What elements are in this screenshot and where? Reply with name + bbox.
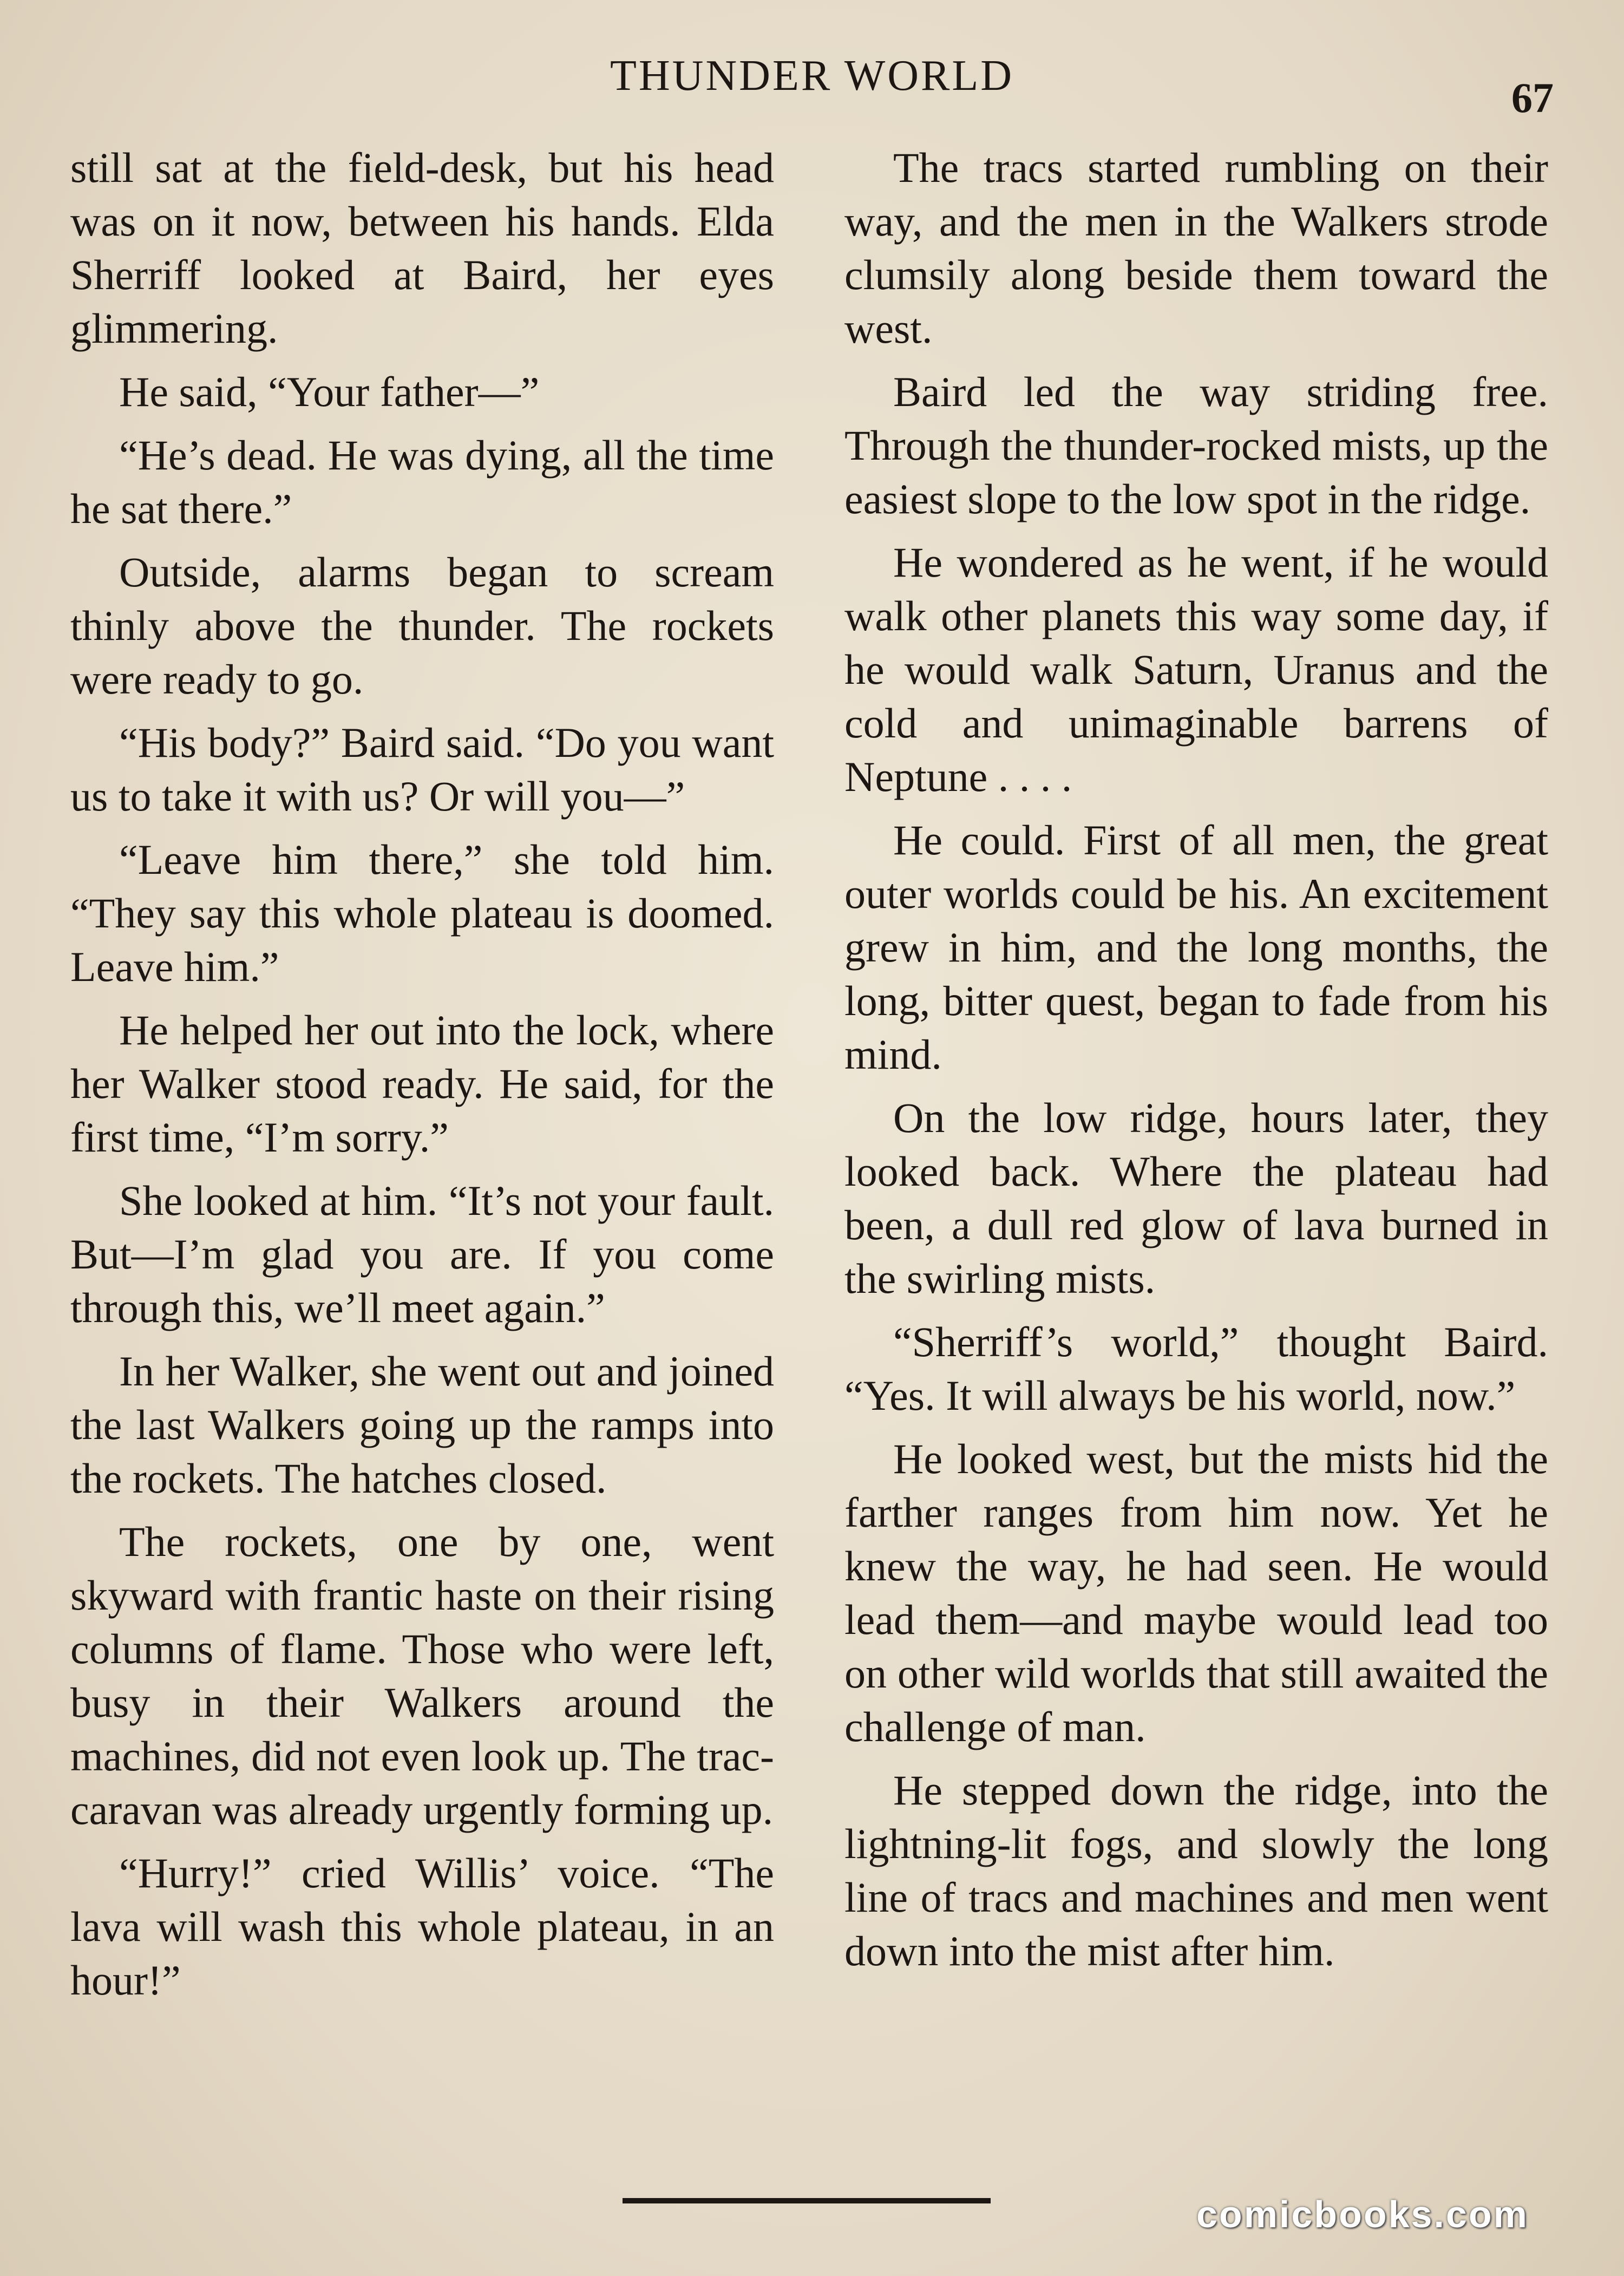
paragraph: He wondered as he went, if he would walk other planets this way some day, if he would walk Saturn, Uranus and the cold and unimaginable barrens of Neptune . . . .	[844, 539, 1548, 800]
paragraph: He looked west, but the mists hid the farther ranges from him now. Yet he knew the way, he had seen. He would lead them—and maybe would lead too on other wild worlds that still awaited the challenge of man.	[844, 1435, 1548, 1750]
paragraph: still sat at the field-desk, but his head was on it now, between his hands. Elda Sherriff looked at Baird, her eyes glimmering.	[70, 144, 774, 352]
paragraph: Outside, alarms began to scream thinly above the thunder. The rockets were ready to go.	[70, 548, 774, 703]
paragraph: “Sherriff’s world,” thought Baird. “Yes. It will always be his world, now.”	[844, 1318, 1548, 1419]
left-column	[70, 141, 774, 2017]
right-column	[844, 141, 1548, 1987]
paragraph: She looked at him. “It’s not your fault. But—I’m glad you are. If you come through this, we’ll meet again.”	[70, 1177, 774, 1331]
paragraph: He helped her out into the lock, where her Walker stood ready. He said, for the first time, “I’m sorry.”	[70, 1006, 774, 1161]
paragraph: “He’s dead. He was dying, all the time he sat there.”	[70, 431, 774, 532]
site-watermark: comicbooks.com	[1196, 2193, 1529, 2235]
paragraph: The tracs started rumbling on their way, and the men in the Walkers strode clumsily along beside them toward the west.	[844, 144, 1548, 352]
running-title: THUNDER WORLD	[610, 52, 1014, 100]
paragraph: He stepped down the ridge, into the lightning-lit fogs, and slowly the long line of tracs and machines and men went down into the mist after him.	[844, 1767, 1548, 1974]
paragraph: Baird led the way striding free. Through the thunder-rocked mists, up the easiest slope to the low spot in the ridge.	[844, 368, 1548, 522]
paragraph: He said, “Your father—”	[119, 368, 540, 415]
paragraph: “Leave him there,” she told him. “They say this whole plateau is doomed. Leave him.”	[70, 836, 774, 990]
paragraph: In her Walker, she went out and joined the last Walkers going up the ramps into the rockets. The hatches closed.	[70, 1348, 774, 1502]
paragraph: He could. First of all men, the great outer worlds could be his. An excitement grew in him, and the long months, the long, bitter quest, began to fade from his mind.	[844, 816, 1548, 1078]
paragraph: The rockets, one by one, went skyward with frantic haste on their rising columns of flame. Those who were left, busy in their Walkers around the machines, did not even look up. The trac-caravan was already urgently forming up.	[70, 1518, 774, 1833]
paragraph: On the low ridge, hours later, they looked back. Where the plateau had been, a dull red glow of lava burned in the swirling mists.	[844, 1094, 1548, 1302]
end-of-story-rule	[623, 2198, 991, 2203]
paragraph: “Hurry!” cried Willis’ voice. “The lava will wash this whole plateau, in an hour!”	[70, 1849, 774, 2004]
page-number: 67	[1511, 74, 1554, 121]
paragraph: “His body?” Baird said. “Do you want us to take it with us? Or will you—”	[70, 719, 774, 820]
